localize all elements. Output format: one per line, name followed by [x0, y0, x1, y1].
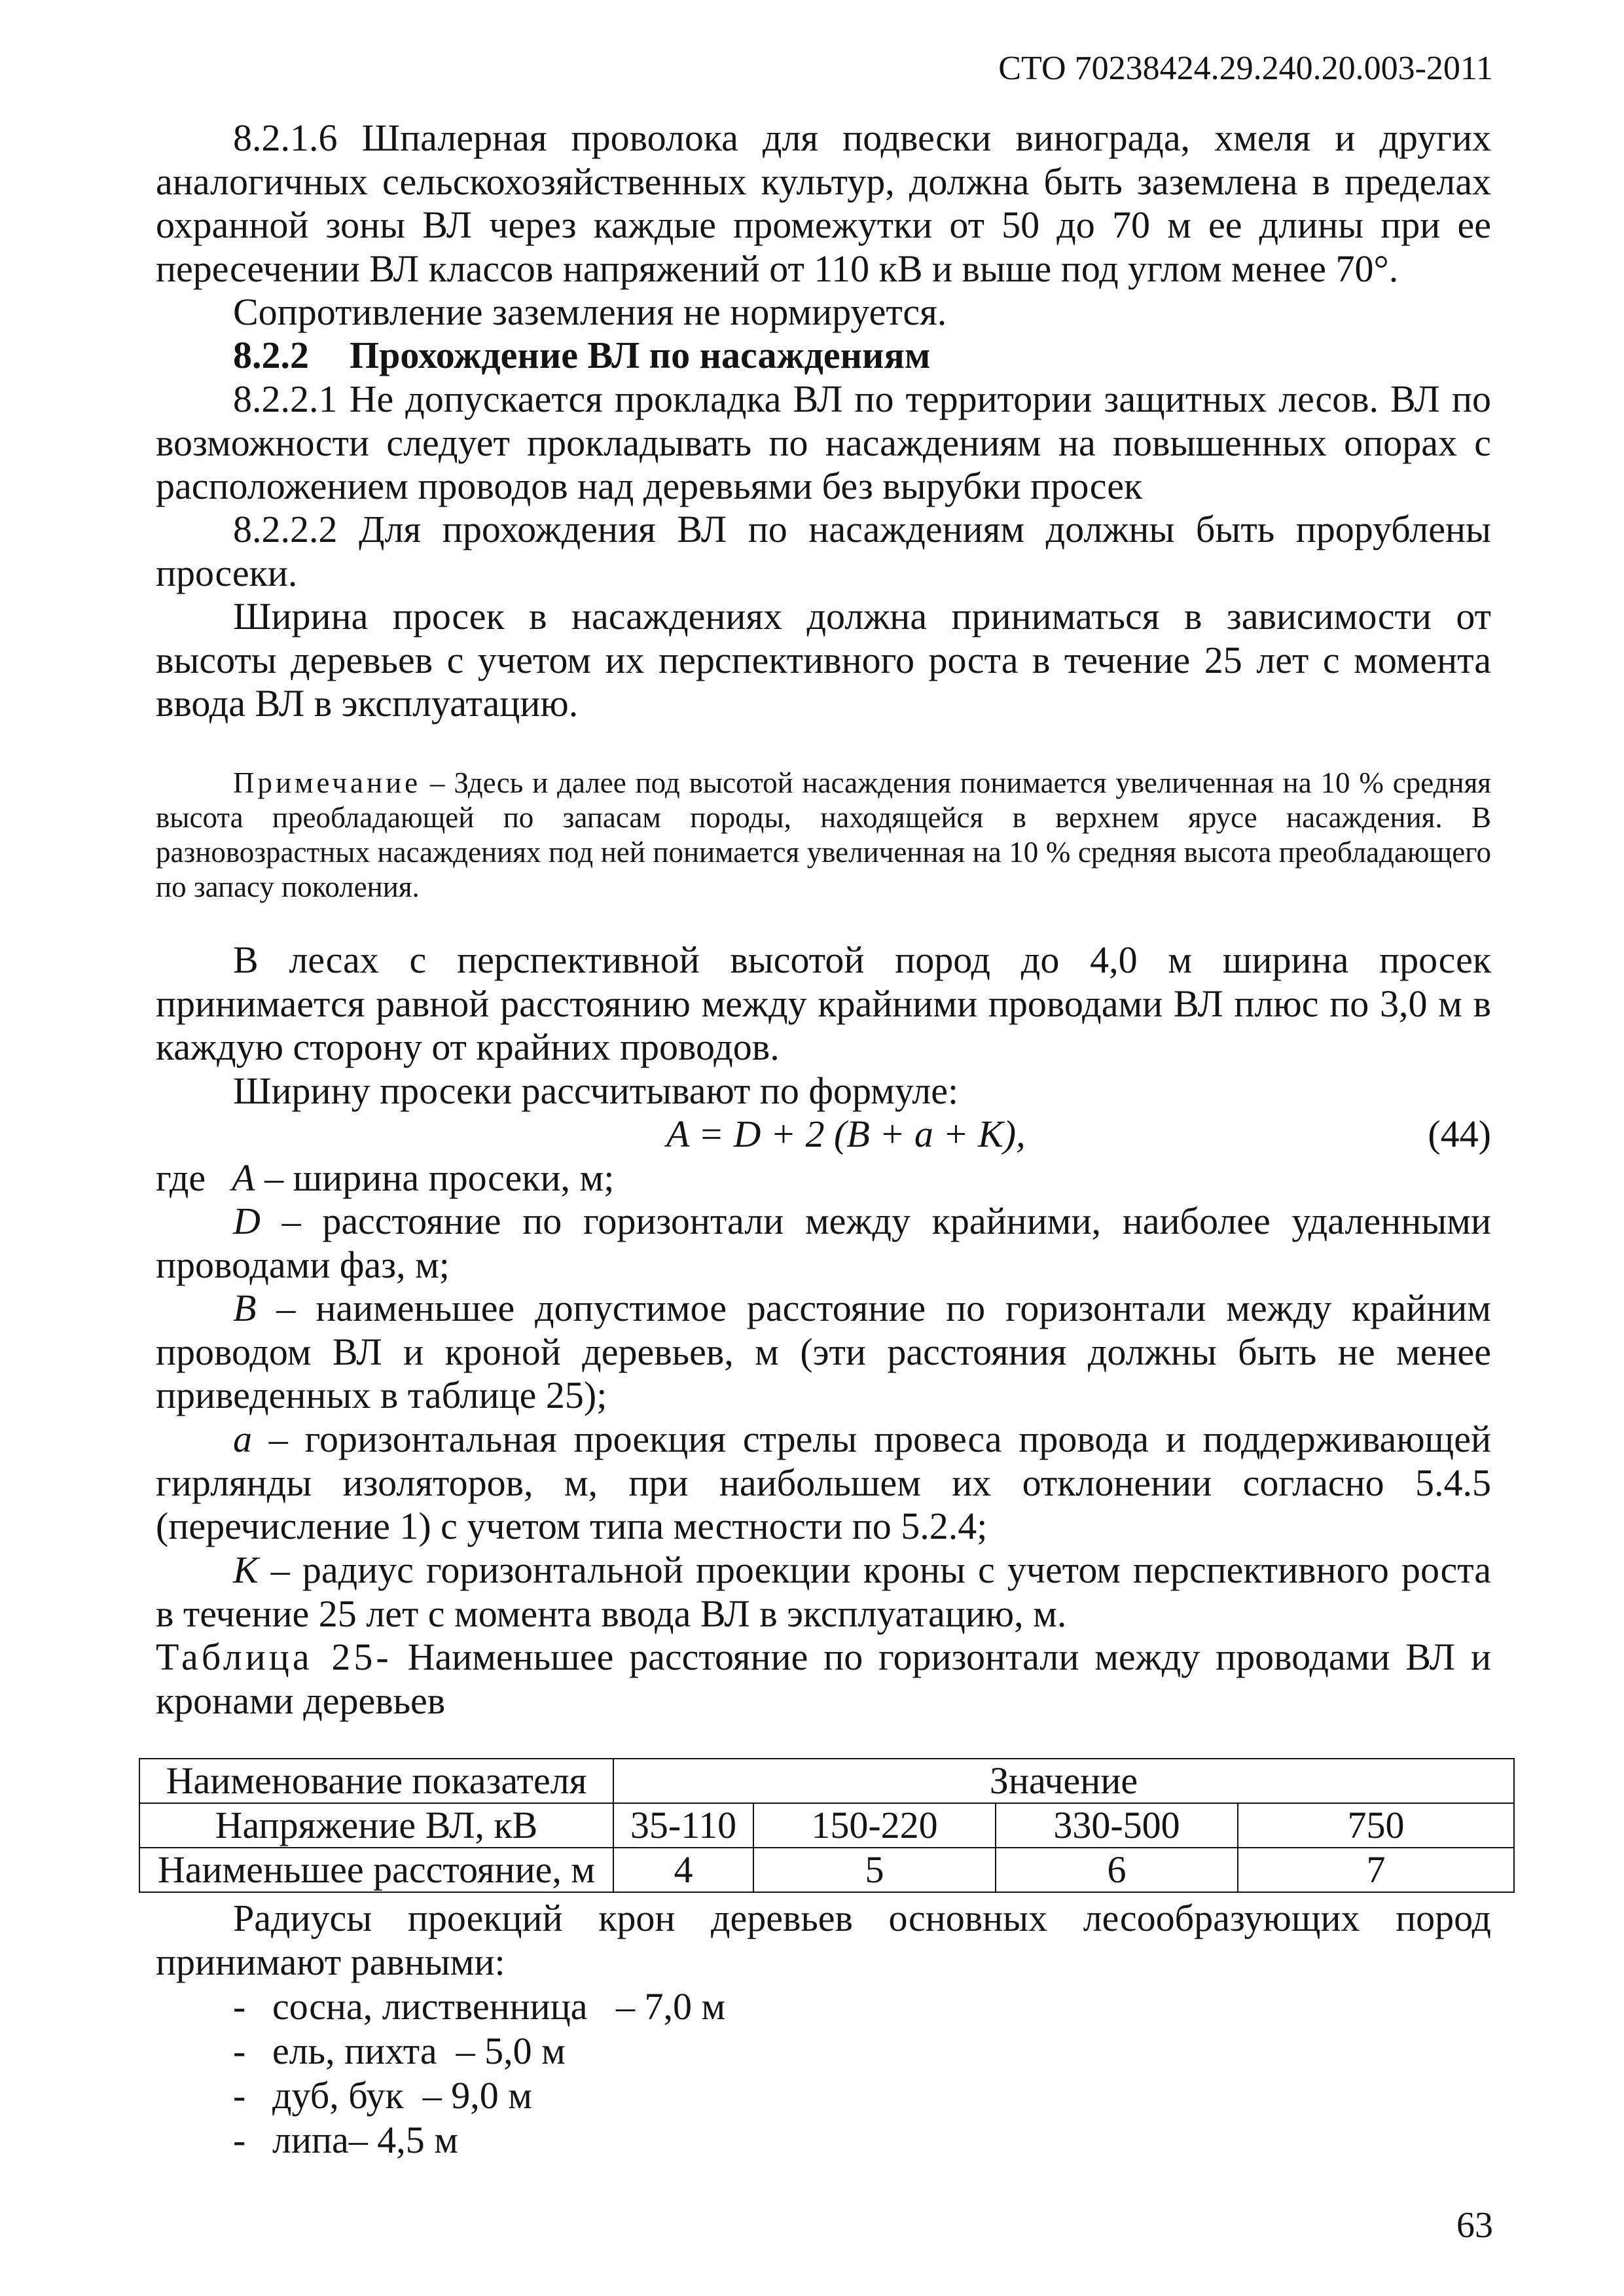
section-number: 8.2.2: [233, 334, 309, 376]
table-cell: 5: [753, 1848, 996, 1892]
paragraph-8-2-2-2: 8.2.2.2 Для прохождения ВЛ по насаждениям должны быть прорублены просеки.: [156, 508, 1491, 594]
list-marker: -: [233, 2030, 246, 2072]
symbol-a: a: [233, 1418, 252, 1460]
table-cell: 35-110: [613, 1803, 753, 1848]
formula-row: [156, 1113, 1491, 1157]
table-cell: 150-220: [753, 1803, 996, 1848]
where-lead: где: [156, 1157, 206, 1199]
list-item: [233, 1984, 1568, 2029]
paragraph-crown-radii: Радиусы проекций крон деревьев основных лесообразующих пород принимают равными:: [156, 1897, 1491, 1983]
where-D-text: – расстояние по горизонтали между крайними, наиболее удаленными проводами фаз, м;: [156, 1200, 1491, 1286]
table-cell: 6: [996, 1848, 1238, 1892]
table-cell: Наименьшее расстояние, м: [139, 1848, 613, 1892]
table-row: [139, 1848, 1514, 1892]
where-a-text: – горизонтальная проекция стрелы провеса провода и поддерживающей гирлянды изоляторов, м, при наибольшем их отклонении согласно 5.4.5 (перечисление 1) с учетом типа местности по 5.2.4;: [156, 1418, 1491, 1547]
where-B-text: – наименьшее допустимое расстояние по горизонтали между крайним проводом ВЛ и кроной деревьев, м (эти расстояния должны быть не менее приведенных в таблице 25);: [156, 1287, 1491, 1416]
where-D: [156, 1200, 1491, 1287]
list-item-text: ель, пихта – 5,0 м: [272, 2030, 566, 2072]
section-title: Прохождение ВЛ по насаждениям: [350, 334, 931, 376]
list-marker: -: [233, 2119, 246, 2161]
table-header-cell: Наименование показателя: [139, 1759, 613, 1803]
paragraph-clearing-width: Ширина просек в насаждениях должна приниматься в зависимости от высоты деревьев с учетом их перспективного роста в течение 25 лет с момента ввода ВЛ в эксплуатацию.: [156, 595, 1491, 725]
paragraph-grounding-resistance: Сопротивление заземления не нормируется.: [233, 291, 947, 333]
where-a: [156, 1418, 1491, 1549]
note-label: Примечание: [233, 766, 422, 799]
list-item-text: липа– 4,5 м: [272, 2119, 458, 2161]
list-item: [233, 2073, 1568, 2118]
page-number: 63: [1456, 2205, 1493, 2246]
where-A-text: – ширина просеки, м;: [255, 1157, 615, 1199]
where-A: [156, 1157, 1491, 1200]
where-K-text: – радиус горизонтальной проекции кроны с учетом перспективного роста в течение 25 лет с момента ввода ВЛ в эксплуатацию, м.: [156, 1549, 1491, 1635]
table-header-row: [139, 1759, 1514, 1803]
table-caption: [156, 1636, 1491, 1723]
crown-radius-list: [156, 1984, 1568, 2162]
table-cell: 7: [1238, 1848, 1514, 1892]
where-B: [156, 1287, 1491, 1418]
document-code: СТО 70238424.29.240.20.003-2011: [998, 50, 1493, 87]
table-header-cell: Значение: [613, 1759, 1514, 1803]
equation-number: (44): [1428, 1113, 1491, 1155]
where-K: [156, 1549, 1491, 1636]
list-marker: -: [233, 1985, 246, 2028]
symbol-B: B: [233, 1287, 257, 1329]
table-25: [139, 1758, 1515, 1893]
list-item-text: дуб, бук – 9,0 м: [272, 2074, 532, 2117]
table-cell: 750: [1238, 1803, 1514, 1848]
symbol-D: D: [233, 1200, 261, 1242]
list-marker: -: [233, 2074, 246, 2117]
note-text: – Здесь и далее под высотой насаждения понимается увеличенная на 10 % средняя высота преобладающей по запасам породы, находящейся в верхнем ярусе насаждения. В разновозрастных насаждениях под ней понимается увеличенная на 10 % средняя высота преобладающего по запасу поколения.: [156, 766, 1491, 903]
table-caption-label: Таблица 25-: [156, 1636, 392, 1678]
formula: A = D + 2 (B + a + K),: [666, 1113, 1026, 1155]
table-caption-text: Наименьшее расстояние по горизонтали между проводами ВЛ и кронами деревьев: [156, 1636, 1491, 1722]
section-heading: [156, 334, 1491, 378]
list-item: [233, 2118, 1568, 2162]
list-item-text: сосна, лиственница – 7,0 м: [272, 1985, 726, 2028]
paragraph-8-2-1-6: 8.2.1.6 Шпалерная проволока для подвески винограда, хмеля и других аналогичных сельскохозяйственных культур, должна быть заземлена в пределах охранной зоны ВЛ через каждые промежутки от 50 до 70 м ее длины при ее пересечении ВЛ классов напряжений от 110 кВ и выше под углом менее 70°.: [156, 117, 1491, 290]
note: [156, 766, 1491, 905]
list-item: [233, 2029, 1568, 2073]
paragraph-low-forest: В лесах с перспективной высотой пород до 4,0 м ширина просек принимается равной расстоянию между крайними проводами ВЛ плюс по 3,0 м в каждую сторону от крайних проводов.: [156, 939, 1491, 1068]
paragraph-8-2-2-1: 8.2.2.1 Не допускается прокладка ВЛ по территории защитных лесов. ВЛ по возможности следует прокладывать по насаждениям на повышенных опорах с расположением проводов над деревьями без вырубки просек: [156, 378, 1491, 507]
table-row: [139, 1803, 1514, 1848]
table-cell: Напряжение ВЛ, кВ: [139, 1803, 613, 1848]
symbol-K: K: [233, 1549, 259, 1591]
table-cell: 4: [613, 1848, 753, 1892]
symbol-A: A: [232, 1157, 255, 1199]
table-cell: 330-500: [996, 1803, 1238, 1848]
paragraph-formula-intro: Ширину просеки рассчитывают по формуле:: [233, 1069, 959, 1112]
